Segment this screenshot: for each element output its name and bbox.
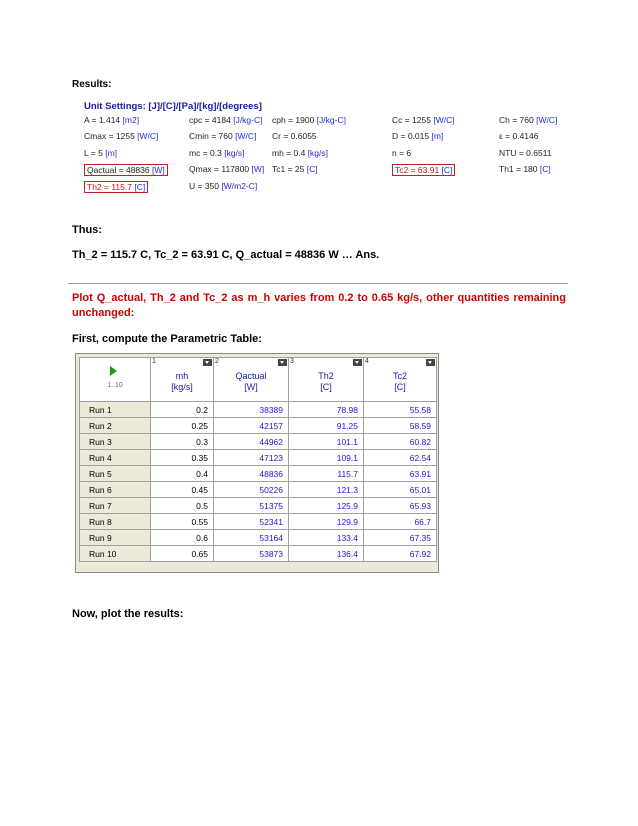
table-cell[interactable]: 38389 xyxy=(214,402,289,418)
result-value: A = 1.414 xyxy=(84,115,121,125)
table-cell[interactable]: 67.35 xyxy=(364,530,437,546)
result-item xyxy=(272,148,328,158)
table-cell[interactable]: 129.9 xyxy=(289,514,364,530)
table-cell[interactable]: 42157 xyxy=(214,418,289,434)
table-cell[interactable]: 58.59 xyxy=(364,418,437,434)
parametric-table-heading: First, compute the Parametric Table: xyxy=(72,333,262,345)
unit-settings-link[interactable]: Unit Settings: [J]/[C]/[Pa]/[kg]/[degrees] xyxy=(84,101,262,112)
result-unit: [W/C] xyxy=(235,131,257,141)
table-row xyxy=(80,450,437,466)
run-label[interactable]: Run 4 xyxy=(80,450,151,466)
table-cell[interactable]: 62.54 xyxy=(364,450,437,466)
result-value: Cr = 0.6055 xyxy=(272,131,317,141)
column-unit: [C] xyxy=(320,382,332,392)
result-item xyxy=(499,115,557,125)
table-cell[interactable]: 0.6 xyxy=(151,530,214,546)
result-unit: [m] xyxy=(431,131,444,141)
table-cell[interactable]: 133.4 xyxy=(289,530,364,546)
result-value: cph = 1900 xyxy=(272,115,315,125)
run-label[interactable]: Run 10 xyxy=(80,546,151,562)
result-value: Th1 = 180 xyxy=(499,164,538,174)
result-item xyxy=(189,115,262,125)
result-item xyxy=(84,131,158,141)
dropdown-arrow-icon[interactable] xyxy=(426,359,435,366)
result-item xyxy=(189,181,257,191)
result-value: U = 350 xyxy=(189,181,220,191)
table-row xyxy=(80,466,437,482)
table-cell[interactable]: 67.92 xyxy=(364,546,437,562)
thus-label: Thus: xyxy=(72,224,102,236)
result-unit: [W/m2-C] xyxy=(221,181,258,191)
table-cell[interactable]: 47123 xyxy=(214,450,289,466)
run-label[interactable]: Run 3 xyxy=(80,434,151,450)
table-cell[interactable]: 78.98 xyxy=(289,402,364,418)
result-item xyxy=(392,164,455,176)
result-unit: [J/kg-C] xyxy=(233,115,263,125)
run-label[interactable]: Run 9 xyxy=(80,530,151,546)
column-header-qactual[interactable] xyxy=(214,358,289,402)
table-cell[interactable]: 0.5 xyxy=(151,498,214,514)
column-name: Th2 xyxy=(318,371,334,381)
table-cell[interactable]: 50226 xyxy=(214,482,289,498)
play-icon[interactable] xyxy=(110,366,117,376)
result-unit: [kg/s] xyxy=(224,148,245,158)
table-cell[interactable]: 52341 xyxy=(214,514,289,530)
plot-task-text: Plot Q_actual, Th_2 and Tc_2 as m_h varies from 0.2 to 0.65 kg/s, other quantities remaining unchanged: xyxy=(72,292,566,319)
column-unit: [W] xyxy=(244,382,258,392)
table-cell[interactable]: 66.7 xyxy=(364,514,437,530)
result-item xyxy=(499,164,551,174)
column-number: 4 xyxy=(365,358,369,365)
table-row xyxy=(80,530,437,546)
column-name: mh xyxy=(175,371,189,381)
result-value: Ch = 760 xyxy=(499,115,534,125)
table-cell[interactable]: 91.25 xyxy=(289,418,364,434)
table-cell[interactable]: 65.01 xyxy=(364,482,437,498)
result-unit: [W/C] xyxy=(536,115,558,125)
table-row xyxy=(80,498,437,514)
table-row xyxy=(80,482,437,498)
result-item xyxy=(272,164,318,174)
column-number: 3 xyxy=(290,358,294,365)
answer-line: Th_2 = 115.7 C, Tc_2 = 63.91 C, Q_actual = 48836 W … Ans. xyxy=(72,249,380,261)
result-value: mh = 0.4 xyxy=(272,148,306,158)
result-unit: [C] xyxy=(306,164,318,174)
result-unit: [J/kg-C] xyxy=(316,115,346,125)
column-name: Qactual xyxy=(235,371,267,381)
result-value: Cmin = 760 xyxy=(189,131,233,141)
plot-results-heading: Now, plot the results: xyxy=(72,608,184,620)
result-item xyxy=(84,164,168,176)
table-cell[interactable]: 0.35 xyxy=(151,450,214,466)
result-item xyxy=(392,131,443,141)
result-item xyxy=(272,115,346,125)
dropdown-arrow-icon[interactable] xyxy=(203,359,212,366)
table-cell[interactable]: 0.3 xyxy=(151,434,214,450)
table-cell[interactable]: 51375 xyxy=(214,498,289,514)
column-header-mh[interactable] xyxy=(151,358,214,402)
run-label[interactable]: Run 1 xyxy=(80,402,151,418)
column-number: 2 xyxy=(215,358,219,365)
result-value: ε = 0.4146 xyxy=(499,131,539,141)
table-cell[interactable]: 0.55 xyxy=(151,514,214,530)
result-value: L = 5 xyxy=(84,148,103,158)
parametric-table-body xyxy=(80,402,437,562)
run-label[interactable]: Run 7 xyxy=(80,498,151,514)
table-cell[interactable]: 48836 xyxy=(214,466,289,482)
table-cell[interactable]: 0.2 xyxy=(151,402,214,418)
result-value: NTU = 0.6511 xyxy=(499,148,552,158)
result-value: Cmax = 1255 xyxy=(84,131,135,141)
result-unit: [W] xyxy=(251,164,265,174)
result-unit: [W/C] xyxy=(433,115,455,125)
table-cell[interactable]: 44962 xyxy=(214,434,289,450)
table-cell[interactable]: 125.9 xyxy=(289,498,364,514)
column-unit: [C] xyxy=(394,382,406,392)
table-cell[interactable]: 136.4 xyxy=(289,546,364,562)
result-unit: [m] xyxy=(105,148,118,158)
result-item xyxy=(392,115,455,125)
run-label[interactable]: Run 2 xyxy=(80,418,151,434)
result-value: cpc = 4184 xyxy=(189,115,231,125)
parametric-table xyxy=(79,357,437,562)
run-label[interactable]: Run 6 xyxy=(80,482,151,498)
result-item xyxy=(499,131,538,141)
table-cell[interactable]: 0.45 xyxy=(151,482,214,498)
run-range-header xyxy=(80,358,151,402)
result-item xyxy=(84,148,117,158)
result-item xyxy=(189,131,256,141)
table-row xyxy=(80,418,437,434)
table-cell[interactable]: 60.82 xyxy=(364,434,437,450)
result-unit: [W/C] xyxy=(137,131,159,141)
table-row xyxy=(80,402,437,418)
run-label[interactable]: Run 5 xyxy=(80,466,151,482)
column-number: 1 xyxy=(152,358,156,365)
result-value: Tc2 = 63.91 xyxy=(395,165,440,175)
table-cell[interactable]: 0.4 xyxy=(151,466,214,482)
result-unit: [kg/s] xyxy=(307,148,328,158)
results-heading: Results: xyxy=(72,79,112,90)
table-cell[interactable]: 115.7 xyxy=(289,466,364,482)
results-panel xyxy=(74,97,568,210)
table-cell[interactable]: 55.58 xyxy=(364,402,437,418)
result-value: n = 6 xyxy=(392,148,412,158)
result-unit: [C] xyxy=(539,164,551,174)
table-cell[interactable]: 109.1 xyxy=(289,450,364,466)
column-header-th2[interactable] xyxy=(289,358,364,402)
result-value: Qmax = 117800 xyxy=(189,164,250,174)
result-unit: [C] xyxy=(134,182,146,192)
result-value: Tc1 = 25 xyxy=(272,164,305,174)
table-cell[interactable]: 53164 xyxy=(214,530,289,546)
result-value: Cc = 1255 xyxy=(392,115,431,125)
table-row xyxy=(80,434,437,450)
table-cell[interactable]: 63.91 xyxy=(364,466,437,482)
dropdown-arrow-icon[interactable] xyxy=(278,359,287,366)
run-range: 1..10 xyxy=(107,382,123,389)
result-unit: [C] xyxy=(441,165,453,175)
table-cell[interactable]: 0.25 xyxy=(151,418,214,434)
dropdown-arrow-icon[interactable] xyxy=(353,359,362,366)
table-cell[interactable]: 0.65 xyxy=(151,546,214,562)
result-unit: [m2] xyxy=(122,115,140,125)
result-value: Th2 = 115.7 xyxy=(87,182,132,192)
column-unit: [kg/s] xyxy=(171,382,193,392)
result-item xyxy=(272,131,317,141)
result-item xyxy=(189,148,245,158)
column-header-tc2[interactable] xyxy=(364,358,437,402)
result-item xyxy=(189,164,264,174)
table-cell[interactable]: 121.3 xyxy=(289,482,364,498)
table-cell[interactable]: 101.1 xyxy=(289,434,364,450)
result-item xyxy=(499,148,552,158)
result-value: mc = 0.3 xyxy=(189,148,222,158)
table-cell[interactable]: 65.93 xyxy=(364,498,437,514)
result-item xyxy=(84,115,139,125)
run-label[interactable]: Run 8 xyxy=(80,514,151,530)
result-value: Qactual = 48836 xyxy=(87,165,150,175)
result-item xyxy=(392,148,411,158)
table-row xyxy=(80,546,437,562)
result-item xyxy=(84,181,148,193)
table-row xyxy=(80,514,437,530)
table-cell[interactable]: 53873 xyxy=(214,546,289,562)
result-unit: [W] xyxy=(152,165,165,175)
column-name: Tc2 xyxy=(392,371,407,381)
divider xyxy=(68,283,568,284)
result-value: D = 0.015 xyxy=(392,131,430,141)
parametric-table-window xyxy=(75,353,439,573)
